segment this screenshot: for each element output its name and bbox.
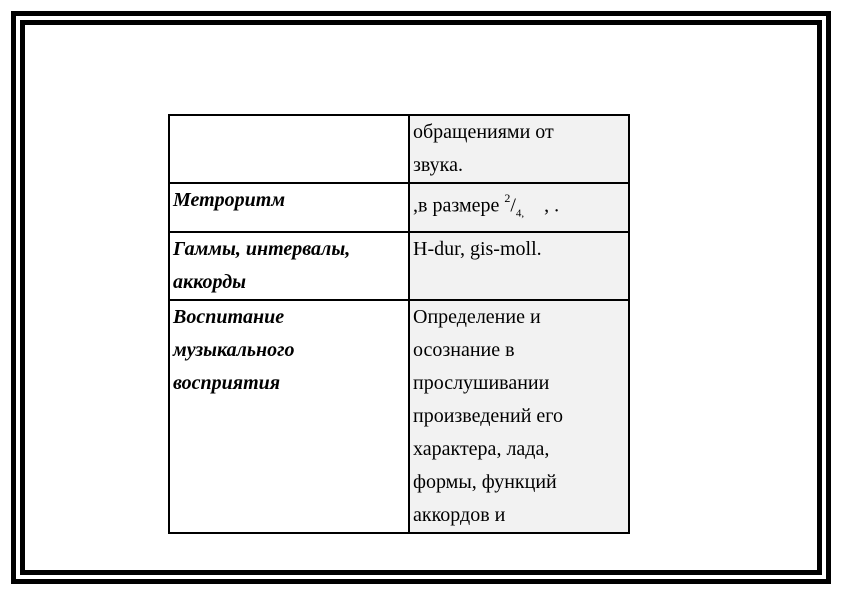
value-line: обращениями от xyxy=(413,121,554,143)
table-row xyxy=(169,300,629,533)
label-metrorhythm: Метроритм xyxy=(173,189,286,211)
row-value-cell xyxy=(409,115,629,183)
time-signature-slash: / xyxy=(510,194,516,217)
value-line: осознание в xyxy=(413,338,515,361)
time-signature-denominator: 4, xyxy=(515,207,525,220)
table-row xyxy=(169,115,629,183)
value-line: H-dur, gis-moll. xyxy=(413,237,542,260)
value-line: характера, лада, xyxy=(413,437,550,460)
row-label-cell xyxy=(169,183,409,232)
row-label-cell xyxy=(169,300,409,533)
label-line: Воспитание xyxy=(173,305,285,328)
time-signature-text xyxy=(413,184,625,231)
value-line: аккордов и xyxy=(413,503,506,526)
label-line: Гаммы, интервалы, xyxy=(173,237,351,260)
value-prefix: ,в размере xyxy=(413,194,505,217)
label-line: аккорды xyxy=(173,270,247,293)
value-line: Определение и xyxy=(413,305,541,328)
row-label-cell xyxy=(169,232,409,300)
time-signature-numerator: 2 xyxy=(504,191,511,205)
table-row xyxy=(169,183,629,232)
value-suffix: , . xyxy=(524,194,560,217)
value-line: прослушивании xyxy=(413,371,550,394)
label-line: музыкального xyxy=(173,338,295,361)
row-value-cell xyxy=(409,300,629,533)
content-table xyxy=(168,114,630,534)
value-line: звука. xyxy=(413,154,463,176)
table-row xyxy=(169,232,629,300)
row-label-cell xyxy=(169,115,409,183)
row-value-cell xyxy=(409,183,629,232)
row-value-cell xyxy=(409,232,629,300)
value-line: формы, функций xyxy=(413,470,557,493)
value-line: произведений его xyxy=(413,404,563,427)
label-line: восприятия xyxy=(173,371,281,394)
